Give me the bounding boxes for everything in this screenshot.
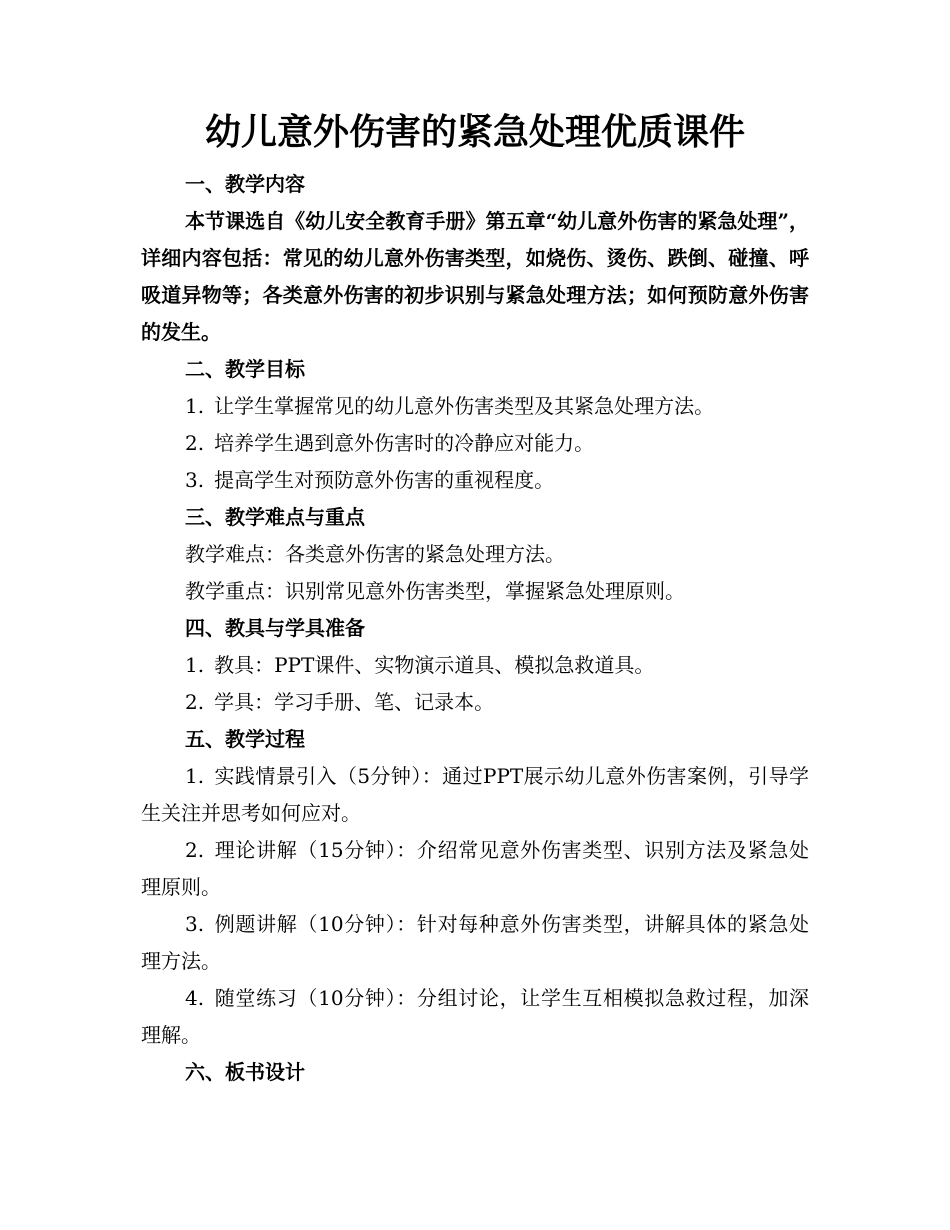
list-text: 理论讲解（15分钟）：介绍常见意外伤害类型、识别方法及紧急处理原则。 xyxy=(141,838,809,899)
list-item xyxy=(141,425,809,462)
section-heading-content: 一、教学内容 xyxy=(185,172,305,196)
list-text: 随堂练习（10分钟）：分组讨论，让学生互相模拟急救过程，加深理解。 xyxy=(141,986,809,1047)
list-item xyxy=(141,832,809,906)
list-item xyxy=(141,388,809,425)
list-number: 1. xyxy=(185,394,205,418)
document-body xyxy=(141,166,809,1091)
list-number: 4. xyxy=(185,986,205,1010)
key-point-line: 教学重点：识别常见意外伤害类型，掌握紧急处理原则。 xyxy=(185,579,685,603)
list-item xyxy=(141,906,809,980)
difficulty-line: 教学难点：各类意外伤害的紧急处理方法。 xyxy=(185,542,565,566)
document-title: 幼儿意外伤害的紧急处理优质课件 xyxy=(204,111,745,153)
list-text: 提高学生对预防意外伤害的重视程度。 xyxy=(214,468,555,492)
list-number: 3. xyxy=(185,468,205,492)
list-text: 学具：学习手册、笔、记录本。 xyxy=(214,690,495,714)
list-text: 培养学生遇到意外伤害时的冷静应对能力。 xyxy=(214,431,595,455)
section-heading-process: 五、教学过程 xyxy=(185,727,305,751)
list-item xyxy=(141,647,809,684)
list-text: 让学生掌握常见的幼儿意外伤害类型及其紧急处理方法。 xyxy=(214,394,715,418)
list-item xyxy=(141,462,809,499)
list-item xyxy=(141,684,809,721)
list-text: 例题讲解（10分钟）：针对每种意外伤害类型，讲解具体的紧急处理方法。 xyxy=(141,912,809,973)
list-number: 3. xyxy=(185,912,205,936)
list-number: 1. xyxy=(185,764,205,788)
list-item xyxy=(141,758,809,832)
list-number: 2. xyxy=(185,690,205,714)
list-item xyxy=(141,980,809,1054)
section-heading-goals: 二、教学目标 xyxy=(185,357,305,381)
list-number: 1. xyxy=(185,653,205,677)
content-paragraph: 本节课选自《幼儿安全教育手册》第五章“幼儿意外伤害的紧急处理”，详细内容包括：常见的幼儿意外伤害类型，如烧伤、烫伤、跌倒、碰撞、呼吸道异物等；各类意外伤害的初步识别与紧急处理方法；如何预防意外伤害的发生。 xyxy=(141,209,809,344)
section-heading-difficulty: 三、教学难点与重点 xyxy=(185,505,365,529)
list-number: 2. xyxy=(185,431,205,455)
list-text: 实践情景引入（5分钟）：通过PPT展示幼儿意外伤害案例，引导学生关注并思考如何应对。 xyxy=(141,764,809,825)
section-heading-board: 六、板书设计 xyxy=(185,1060,305,1084)
section-heading-tools: 四、教具与学具准备 xyxy=(185,616,365,640)
list-number: 2. xyxy=(185,838,205,862)
list-text: 教具：PPT课件、实物演示道具、模拟急救道具。 xyxy=(214,653,655,677)
